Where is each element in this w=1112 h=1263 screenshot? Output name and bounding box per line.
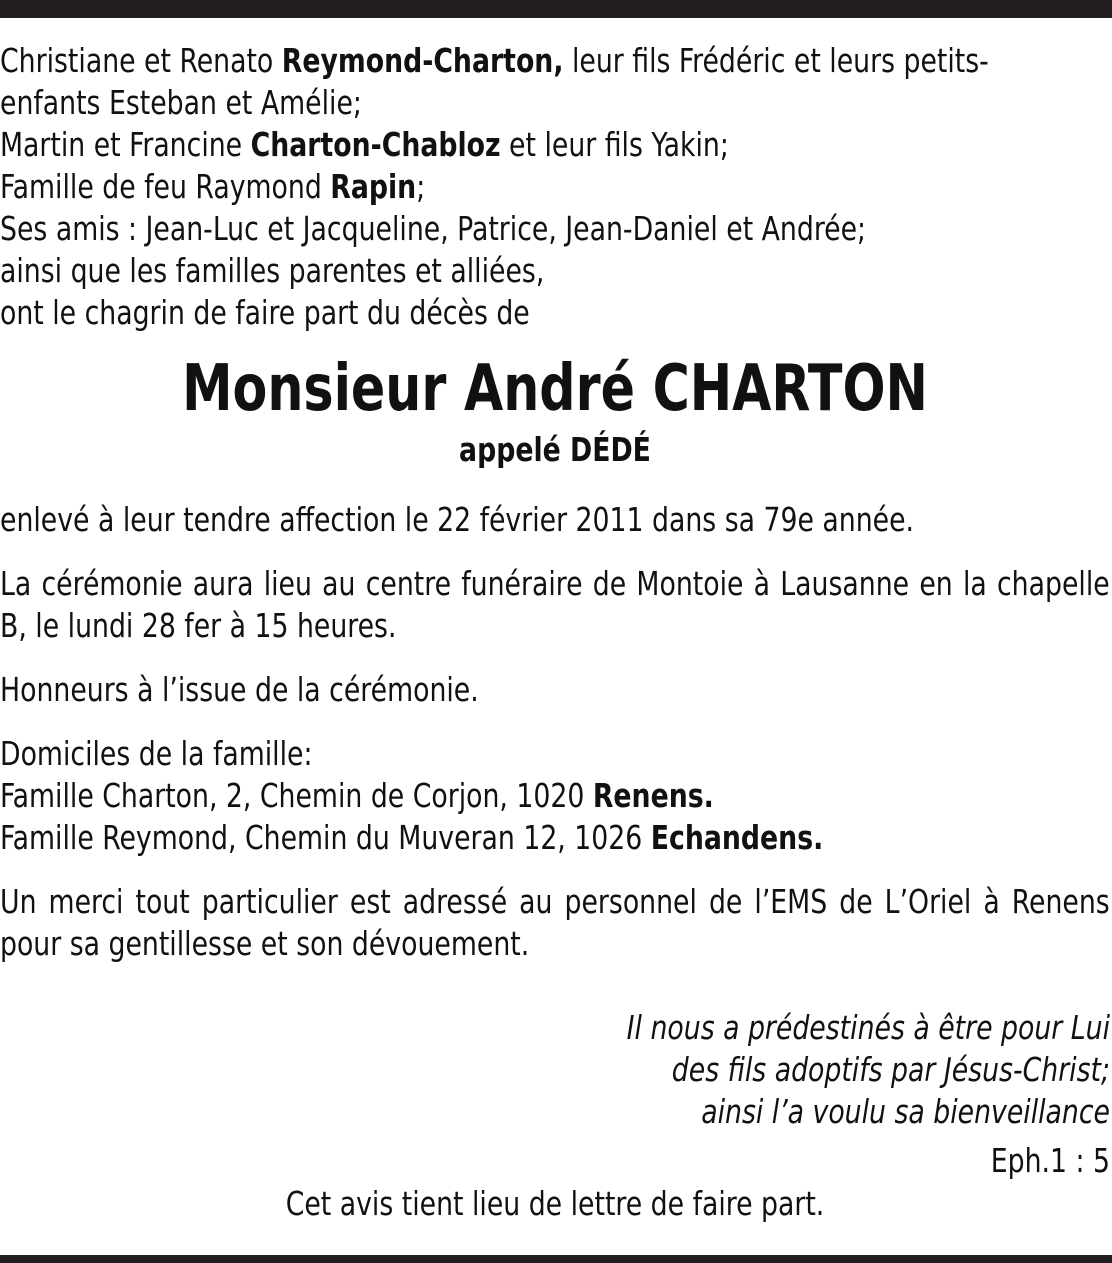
family-list xyxy=(0,40,1110,334)
deceased-nickname: appelé DÉDÉ xyxy=(459,430,651,469)
domicile-reymond xyxy=(0,817,999,859)
verse-reference: Eph.1 : 5 xyxy=(990,1141,1110,1180)
domiciles-block xyxy=(0,733,1110,859)
intro-text: Famille de feu Raymond xyxy=(0,167,331,206)
intro-text: Martin et Francine xyxy=(0,125,251,164)
top-rule xyxy=(0,0,1112,18)
bible-verse xyxy=(0,1007,1110,1133)
locality-bold: Renens. xyxy=(592,776,714,815)
intro-line-5: Ses amis : Jean-Luc et Jacqueline, Patrice, Jean-Daniel et Andrée; xyxy=(0,209,867,248)
closing-note: Cet avis tient lieu de lettre de faire part. xyxy=(285,1184,825,1223)
domicile-charton xyxy=(0,775,999,817)
intro-line-4 xyxy=(0,166,999,208)
intro-line-7: ont le chagrin de faire part du décès de xyxy=(0,293,530,332)
address-text: Famille Charton, 2, Chemin de Corjon, 1020 xyxy=(0,776,593,815)
verse-line-3: ainsi l’a voulu sa bienveillance xyxy=(701,1092,1110,1131)
honours-line: Honneurs à l’issue de la cérémonie. xyxy=(0,670,479,709)
domiciles-title: Domiciles de la famille: xyxy=(0,734,313,773)
family-name-bold: Charton-Chabloz xyxy=(250,125,501,164)
death-statement: enlevé à leur tendre affection le 22 février 2011 dans sa 79e année. xyxy=(0,500,915,539)
ceremony-paragraph: La cérémonie aura lieu au centre funéraire de Montoie à Lausanne en la chapelle B, le lundi 28 fer à 15 heures. xyxy=(0,564,1110,645)
deceased-name: Monsieur André CHARTON xyxy=(182,352,928,426)
family-name-bold: Rapin xyxy=(330,167,417,206)
intro-line-3 xyxy=(0,124,999,166)
locality-bold: Echandens. xyxy=(650,818,824,857)
intro-line-1 xyxy=(0,40,999,82)
intro-text: leur fils Frédéric et leurs petits- xyxy=(563,41,989,80)
family-name-bold: Reymond-Charton, xyxy=(281,41,564,80)
intro-text: et leur fils Yakin; xyxy=(500,125,729,164)
intro-text: ; xyxy=(416,167,426,206)
verse-line-1: Il nous a prédestinés à être pour Lui xyxy=(626,1008,1110,1047)
obituary-notice xyxy=(0,40,1110,1223)
address-text: Famille Reymond, Chemin du Muveran 12, 1026 xyxy=(0,818,651,857)
intro-text: Christiane et Renato xyxy=(0,41,282,80)
intro-line-2: enfants Esteban et Amélie; xyxy=(0,83,362,122)
intro-line-6: ainsi que les familles parentes et alliées, xyxy=(0,251,545,290)
verse-line-2: des fils adoptifs par Jésus-Christ; xyxy=(671,1050,1110,1089)
bottom-rule xyxy=(0,1255,1112,1263)
thanks-paragraph: Un merci tout particulier est adressé au personnel de l’EMS de L’Oriel à Renens pour sa gentillesse et son dévouement. xyxy=(0,882,1110,963)
